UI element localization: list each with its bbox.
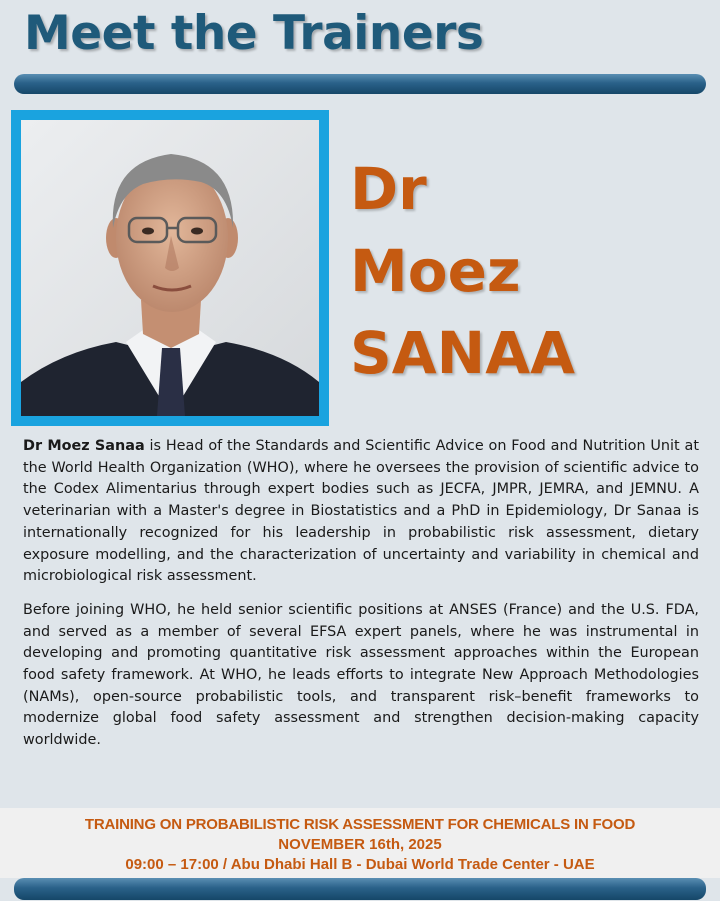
footer-divider-bar [14,878,706,900]
trainer-photo-frame [11,110,329,426]
event-footer [0,808,720,878]
trainer-name [350,148,575,394]
training-title: TRAINING ON PROBABILISTIC RISK ASSESSMENT FOR CHEMICALS IN FOOD [84,816,636,833]
bio-lead-name: Dr Moez Sanaa [23,438,145,454]
header-divider-bar [14,74,706,94]
bio-paragraph-2: Before joining WHO, he held senior scientific positions at ANSES (France) and the U.S. FDA, and served as a member of several EFSA expert panels, where he was instrumental in developing and promoting quantitative risk assessment approaches within the European food safety framework. At WHO, he leads efforts to integrate New Approach Methodologies (NAMs), open-source probabilistic tools, and transparent risk–benefit frameworks to modernize global food safety assessment and strengthen decision-making capacity worldwide. [23,601,699,749]
bio-paragraph-1 [23,436,699,588]
page-title: Meet the Trainers [24,6,484,61]
training-venue: 09:00 – 17:00 / Abu Dhabi Hall B - Dubai World Trade Center - UAE [125,856,595,873]
trainer-name-line-2: Moez [350,237,521,305]
bio-paragraph-1-text: is Head of the Standards and Scientific Advice on Food and Nutrition Unit at the World Health Organization (WHO), where he oversees the provision of scientific advice to the Codex Alimentarius through expert bodies such as JECFA, JMPR, JEMRA, and JEMNU. A veterinarian with a Master's degree in Biostatistics and a PhD in Epidemiology, Dr Sanaa is internationally recognized for his leadership in probabilistic risk assessment, dietary exposure modelling, and the characterization of uncertainty and variability in chemical and microbiological risk assessment. [23,438,699,585]
trainer-photo [21,120,319,416]
training-date: NOVEMBER 16th, 2025 [278,836,442,853]
trainer-name-line-3: SANAA [350,319,575,387]
trainer-name-line-1: Dr [350,155,427,223]
trainer-biography [23,436,699,764]
